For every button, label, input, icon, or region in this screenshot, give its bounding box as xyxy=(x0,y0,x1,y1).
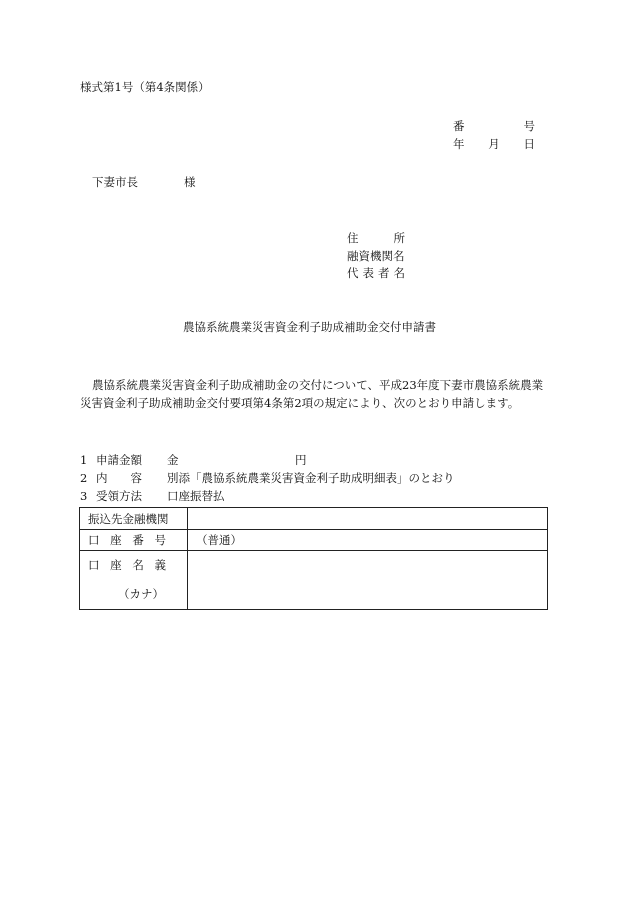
item-1-label: 申請金額 xyxy=(96,453,142,467)
applicant-representative-label xyxy=(347,268,405,280)
label-char: 座 xyxy=(110,558,122,572)
bank-value[interactable] xyxy=(188,508,548,530)
account-name-value[interactable] xyxy=(188,551,548,610)
item-2-label-char: 内 xyxy=(96,471,108,485)
addressee-honorific: 様 xyxy=(184,175,196,189)
bank-label: 振込先金融機関 xyxy=(80,508,188,530)
account-name-label xyxy=(88,560,166,572)
number-label: 番 xyxy=(453,119,465,133)
account-name-label-cell xyxy=(80,551,188,610)
address-char: 住 xyxy=(347,231,359,245)
account-number-label xyxy=(88,532,166,548)
label-char: 口 xyxy=(88,533,100,547)
label-char: 号 xyxy=(154,533,166,547)
item-2-value: 別添「農協系統農業災害資金利子助成明細表」のとおり xyxy=(167,471,455,485)
month-label: 月 xyxy=(488,137,500,151)
item-2-number: 2 xyxy=(80,471,88,485)
year-label: 年 xyxy=(453,137,465,151)
kana-label: （カナ） xyxy=(118,586,164,601)
date-line xyxy=(453,139,535,151)
rep-char: 者 xyxy=(378,266,390,280)
table-row xyxy=(80,551,548,610)
address-char: 所 xyxy=(393,231,405,245)
label-char: 口 xyxy=(88,558,100,572)
day-label: 日 xyxy=(523,137,535,151)
item-1-value: 金 xyxy=(167,453,179,467)
item-1-number: 1 xyxy=(80,453,88,467)
label-char: 名 xyxy=(132,558,144,572)
item-3-number: 3 xyxy=(80,489,88,503)
body-text-line-1: 農協系統農業災害資金利子助成補助金の交付について、平成23年度下妻市農協系統農業 xyxy=(92,378,544,392)
label-char: 座 xyxy=(110,533,122,547)
item-2-label-char: 容 xyxy=(130,471,142,485)
account-table xyxy=(79,507,548,610)
item-2-label xyxy=(96,473,142,485)
table-row xyxy=(80,508,548,530)
number-suffix: 号 xyxy=(523,119,535,133)
item-3-value: 口座振替払 xyxy=(167,489,225,503)
applicant-address-label xyxy=(347,233,405,245)
addressee-name: 下妻市長 xyxy=(92,175,138,189)
document-title: 農協系統農業災害資金利子助成補助金交付申請書 xyxy=(183,320,436,334)
item-1-suffix: 円 xyxy=(295,453,307,467)
applicant-institution-label: 融資機関名 xyxy=(347,249,405,263)
rep-char: 代 xyxy=(347,266,359,280)
table-row xyxy=(80,530,548,551)
body-text-line-2: 災害資金利子助成補助金交付要項第4条第2項の規定により、次のとおり申請します。 xyxy=(80,396,520,410)
label-char: 番 xyxy=(132,533,144,547)
account-number-label-cell xyxy=(80,530,188,551)
account-number-value[interactable]: （普通） xyxy=(188,530,548,551)
form-number: 様式第1号（第4条関係） xyxy=(80,80,210,94)
rep-char: 名 xyxy=(393,266,405,280)
label-char: 義 xyxy=(154,558,166,572)
rep-char: 表 xyxy=(362,266,374,280)
document-number-line xyxy=(453,121,535,133)
item-3-label: 受領方法 xyxy=(96,489,142,503)
